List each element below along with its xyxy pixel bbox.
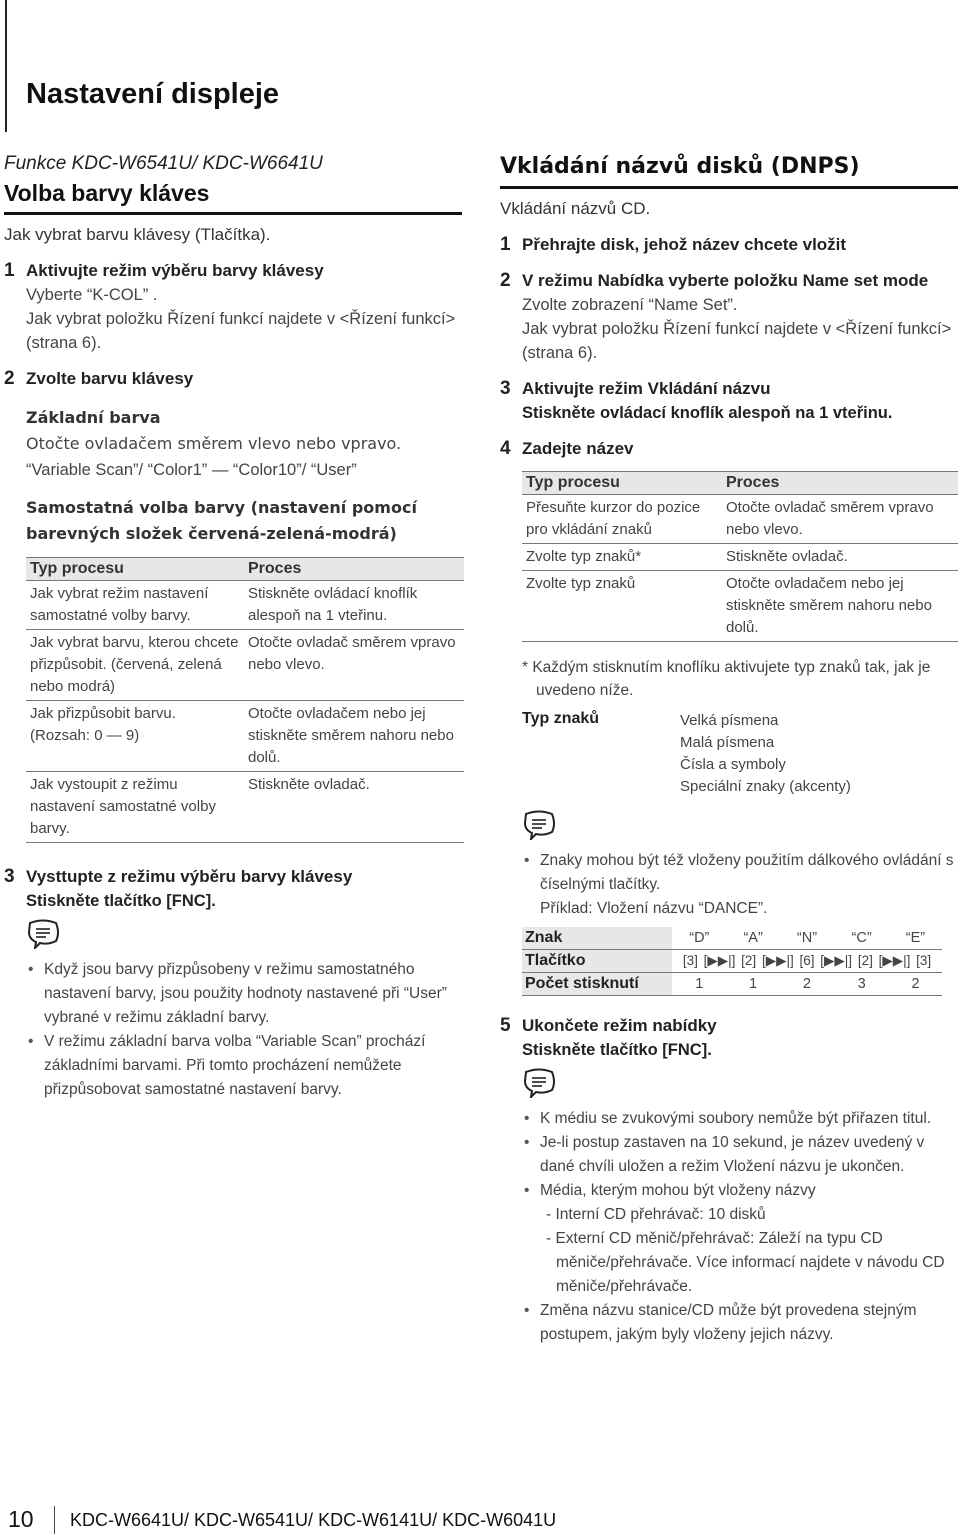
basic-color-sequence: “Variable Scan”/ “Color1” — “Color10”/ “User” [26, 461, 357, 479]
table-cell: Přesuňte kurzor do pozice pro vkládání znaků [522, 495, 722, 544]
step-text: Jak vybrat položku Řízení funkcí najdete v <Řízení funkcí> (strana 6). [26, 310, 456, 352]
step-text: Vyberte “K-COL” . [26, 286, 158, 304]
table-cell: “C” [834, 927, 889, 950]
key-label: [2] [741, 953, 757, 968]
notes-list [522, 1299, 958, 1347]
section-intro: Vkládání názvů CD. [500, 199, 651, 218]
basic-color-heading: Základní barva [26, 408, 161, 427]
table-cell: 2 [780, 973, 835, 996]
section-intro: Jak vybrat barvu klávesy (Tlačítka). [4, 225, 271, 244]
list-item: - Interní CD přehrávač: 10 disků [546, 1206, 766, 1223]
table-cell: 2 [889, 973, 942, 996]
table-cell: “N” [780, 927, 835, 950]
step-number: 1 [500, 234, 511, 255]
step-number: 2 [500, 270, 511, 291]
table-row [26, 630, 464, 701]
step-heading: Zadejte název [522, 439, 634, 458]
row-label: Počet stisknutí [522, 973, 672, 996]
table-cell: Stiskněte ovládací knoflík alespoň na 1 vteřinu. [244, 581, 464, 630]
table-cell: 3 [834, 973, 889, 996]
media-list [522, 1203, 958, 1299]
note-icon [522, 1068, 556, 1098]
list-item: - Externí CD měnič/přehrávač: Záleží na typu CD měniče/přehrávače. Více informací najdete v návodu CD měniče/přehrávače. [546, 1230, 945, 1295]
list-item: Speciální znaky (akcenty) [680, 778, 851, 795]
section-title-key-color: Volba barvy kláves [4, 178, 462, 215]
key-label: [▶▶|] [820, 953, 853, 968]
right-column [500, 152, 958, 1347]
step-2 [4, 367, 462, 843]
step-number: 3 [4, 866, 15, 887]
step-4 [500, 437, 958, 996]
step-text: Jak vybrat položku Řízení funkcí najdete v <Řízení funkcí> (strana 6). [522, 320, 952, 362]
key-example-table [522, 927, 942, 996]
table-header-type: Typ procesu [26, 558, 244, 581]
note-icon [522, 810, 556, 840]
table-header-process: Proces [722, 472, 958, 495]
list-item: • Znaky mohou být též vloženy použitím dálkového ovládání s číselnými tlačítky. [522, 849, 958, 897]
table-row [522, 927, 942, 950]
step-text: Zvolte zobrazení “Name Set”. [522, 296, 738, 314]
table-cell: Otočte ovladač směrem vpravo nebo vlevo. [244, 630, 464, 701]
independent-color-heading: Samostatná volba barvy (nastavení pomocí barevných složek červená-zelená-modrá) [26, 498, 417, 543]
key-label: [▶▶|] [703, 953, 736, 968]
step-2 [500, 269, 958, 365]
funkce-line: Funkce KDC-W6541U/ KDC-W6641U [4, 153, 323, 174]
list-item: • K médiu se zvukovými soubory nemůže být přiřazen titul. [522, 1107, 958, 1131]
step-number: 3 [500, 378, 511, 399]
table-cell: “D” [672, 927, 727, 950]
table-cell: “A” [727, 927, 780, 950]
step-heading: V režimu Nabídka vyberte položku Name set mode [522, 271, 929, 290]
table-row [522, 950, 942, 973]
table-cell [672, 950, 942, 973]
footer-divider [54, 1506, 55, 1534]
table-cell: Otočte ovladačem nebo jej stiskněte směrem nahoru nebo dolů. [244, 701, 464, 772]
footer-models: KDC-W6641U/ KDC-W6541U/ KDC-W6141U/ KDC-W6041U [70, 1510, 557, 1530]
table-row [522, 544, 958, 571]
table-cell: Stiskněte ovladač. [244, 772, 464, 843]
list-item: Malá písmena [680, 734, 775, 751]
list-item: • V režimu základní barva volba “Variable Scan” prochází základními barvami. Při tomto procházení nemůžete přizpůsobovat samostatné nastavení barvy. [26, 1030, 462, 1102]
table-cell: Otočte ovladačem nebo jej stiskněte směrem nahoru nebo dolů. [722, 571, 958, 642]
step-text: Stiskněte ovládací knoflík alespoň na 1 vteřinu. [522, 404, 893, 422]
example-text: Příklad: Vložení názvu “DANCE”. [540, 900, 768, 917]
key-label: [▶▶|] [761, 953, 794, 968]
page-number: 10 [8, 1506, 34, 1532]
table-cell: “E” [889, 927, 942, 950]
key-label: [2] [857, 953, 873, 968]
key-label: [3] [916, 953, 932, 968]
row-label: Tlačítko [522, 950, 672, 973]
key-label: [3] [682, 953, 698, 968]
step-number: 2 [4, 368, 15, 389]
table-cell: Jak vybrat režim nastavení samostatné volby barvy. [26, 581, 244, 630]
section-title-dnps: Vkládání názvů disků (DNPS) [500, 152, 958, 189]
step-heading: Ukončete režim nabídky [522, 1016, 717, 1035]
table-row [26, 701, 464, 772]
table-cell: Zvolte typ znaků [522, 571, 722, 642]
table-cell: Jak vybrat barvu, kterou chcete přizpůsobit. (červená, zelená nebo modrá) [26, 630, 244, 701]
step-5 [500, 1014, 958, 1347]
table-row [26, 581, 464, 630]
table-cell: Zvolte typ znaků* [522, 544, 722, 571]
step-1 [4, 259, 462, 355]
notes-list [26, 958, 462, 1102]
table-cell: Stiskněte ovladač. [722, 544, 958, 571]
list-item: • Média, kterým mohou být vloženy názvy [522, 1179, 958, 1203]
step-3 [500, 377, 958, 425]
basic-color-text: Otočte ovladačem směrem vlevo nebo vpravo. [26, 434, 402, 453]
char-types [522, 710, 958, 798]
list-item: Čísla a symboly [680, 756, 786, 773]
step-heading: Přehrajte disk, jehož název chcete vložit [522, 235, 847, 254]
row-label: Znak [522, 927, 672, 950]
table-cell: Otočte ovladač směrem vpravo nebo vlevo. [722, 495, 958, 544]
list-item: Velká písmena [680, 712, 779, 729]
process-table [522, 471, 958, 642]
table-cell: Jak vystoupit z režimu nastavení samostatné volby barvy. [26, 772, 244, 843]
table-header-process: Proces [244, 558, 464, 581]
list-item: • Je-li postup zastaven na 10 sekund, je název uvedený v dané chvíli uložen a režim Vložení názvu je ukončen. [522, 1131, 958, 1179]
left-margin-rule [5, 0, 7, 132]
table-cell: 1 [727, 973, 780, 996]
table-row [522, 495, 958, 544]
key-label: [▶▶|] [878, 953, 911, 968]
step-number: 4 [500, 438, 511, 459]
page-title: Nastavení displeje [26, 78, 280, 110]
step-3 [4, 865, 462, 1102]
notes-list [522, 1107, 958, 1203]
footnote: * Každým stisknutím knoflíku aktivujete typ znaků tak, jak je uvedeno níže. [522, 659, 931, 699]
step-number: 1 [4, 260, 15, 281]
table-row [522, 973, 942, 996]
list-item: • Změna názvu stanice/CD může být provedena stejným postupem, jakým byly vloženy jejich názvy. [522, 1299, 958, 1347]
process-table [26, 557, 464, 843]
table-header-type: Typ procesu [522, 472, 722, 495]
table-cell: 1 [672, 973, 727, 996]
char-types-list [680, 710, 851, 798]
left-column [4, 150, 462, 1102]
step-heading: Vysttupte z režimu výběru barvy klávesy [26, 867, 353, 886]
key-label: [6] [799, 953, 815, 968]
step-text: Stiskněte tlačítko [FNC]. [26, 892, 216, 910]
list-item: • Když jsou barvy přizpůsobeny v režimu samostatného nastavení barvy, jsou použity hodnoty nastavené při “User” vybrané v režimu základní barvy. [26, 958, 462, 1030]
step-heading: Zvolte barvu klávesy [26, 369, 194, 388]
table-row [522, 571, 958, 642]
char-types-label: Typ znaků [522, 710, 600, 727]
step-heading: Aktivujte režim výběru barvy klávesy [26, 261, 324, 280]
table-row [26, 772, 464, 843]
step-1 [500, 233, 958, 257]
table-cell: Jak přizpůsobit barvu. (Rozsah: 0 — 9) [26, 701, 244, 772]
step-number: 5 [500, 1015, 511, 1036]
step-heading: Aktivujte režim Vkládání názvu [522, 379, 771, 398]
step-text: Stiskněte tlačítko [FNC]. [522, 1041, 712, 1059]
note-icon [26, 919, 60, 949]
notes-list [522, 849, 958, 897]
